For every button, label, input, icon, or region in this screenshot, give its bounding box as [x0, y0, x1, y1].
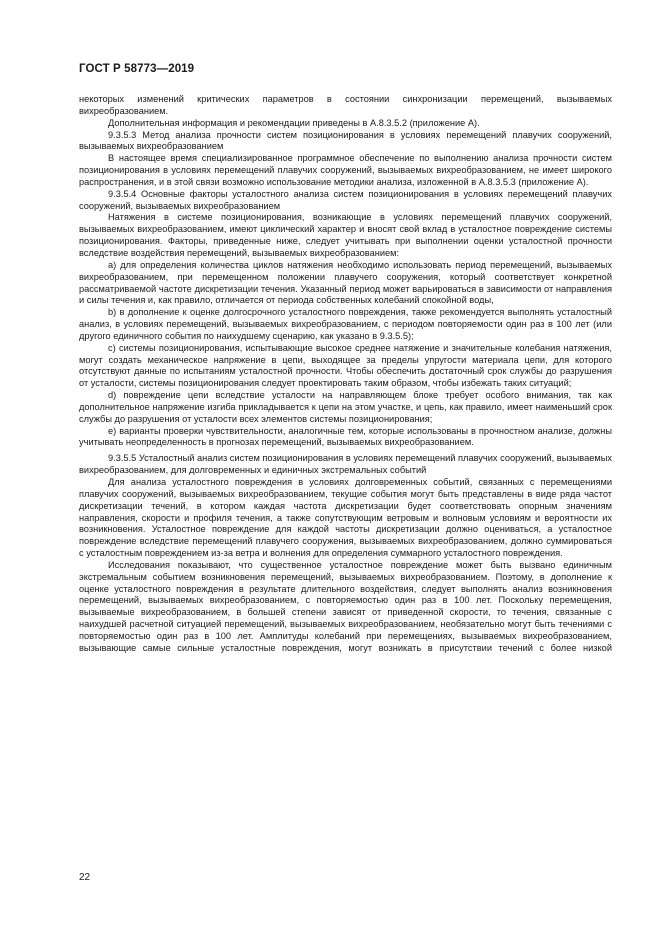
paragraph: Дополнительная информация и рекомендации приведены в А.8.3.5.2 (приложение А).	[108, 117, 480, 128]
list-item: е) варианты проверки чувствительности, аналогичные тем, которые использованы в прочностном анализе, должны учитывать неопределенность в прогнозах перемещений, вызываемых вихреобразованием.	[79, 425, 612, 448]
list-item: а) для определения количества циклов натяжения необходимо использовать период перемещений, вызываемых вихреобразованием, при перемещенном положении плавучего сооружения, который соответствует конкретной рассматриваемой частоте дискретизации течения. Указанный период может варьироваться в зависимости от направления и силы течения и, как правило, отличается от периода собственных колебаний спокойной воды,	[79, 259, 612, 306]
paragraph: некоторых изменений критических параметров в состоянии синхронизации перемещений, вызываемых вихреобразованием.	[79, 94, 612, 116]
section-heading: 9.3.5.4 Основные факторы усталостного анализа систем позиционирования в условиях перемещений плавучих сооружений, вызываемых вихреобразованием	[79, 188, 612, 211]
paragraph: Для анализа усталостного повреждения в условиях долговременных событий, связанных с перемещениями плавучих сооружений, вызываемых вихреобразованием, текущие события могут быть представлены в виде ряда частот дискретизации течений, в котором каждая частота дискретизации будет соответствовать опорным значениям направления, скорости и профиля течения, а также сопутствующим ветровым и волновым условиям и вероятности их возникновения. Усталостное повреждение для каждой частоты дискретизации должно оцениваться, а усталостное повреждение вследствие перемещений плавучего сооружения, вызываемых вихреобразованием, должно суммироваться с усталостным повреждением из-за ветра и волнения для определения суммарного усталостного повреждения.	[79, 477, 612, 559]
page-number: 22	[79, 872, 91, 883]
section-heading: 9.3.5.3 Метод анализа прочности систем позиционирования в условиях перемещений плавучих сооружений, вызываемых вихреобразованием	[79, 129, 612, 152]
paragraph: Исследования показывают, что существенное усталостное повреждение может быть вызвано единичным экстремальным событием возникновения перемещений, вызываемых вихреобразованием. Поэтому, в дополнение к оценке усталостного повреждения в результате длительного воздействия, следует выполнять анализ возникновения перемещений, вызываемых вихреобразованием, с повторяемостью один раз в 100 лет. Поскольку перемещения, вызываемые вихреобразованием, в большей степени зависят от приведенной скорости, то течения, связанные с наихудшей расчетной ситуацией перемещений, вызываемых вихреобразованием, необязательно могут быть течениями с повторяемостью один раз в 100 лет. Амплитуды колебаний при перемещениях, вызываемых вихреобразованием, вызывающие самые сильные усталостные повреждения, могут возникать в присутствии течений с более низкой	[79, 559, 612, 653]
paragraph: Натяжения в системе позиционирования, возникающие в условиях перемещений плавучих сооружений, вызываемых вихреобразованием, имеют циклический характер и вносят свой вклад в усталостное повреждение системы позиционирования. Факторы, приведенные ниже, следует учитывать при выполнении оценки усталостной прочности вследствие воздействия перемещений, вызываемых вихреобразованием:	[79, 212, 612, 258]
section-heading: 9.3.5.5 Усталостный анализ систем позиционирования в условиях перемещений плавучих сооружений, вызываемых вихреобразованием, для долговременных и единичных экстремальных событий	[79, 453, 612, 476]
list-item: b) в дополнение к оценке долгосрочного усталостного повреждения, также рекомендуется выполнять усталостный анализ, в условиях перемещений, вызываемых вихреобразованием, с периодом повторяемости один раз в 100 лет (или другого единичного события по наихудшему сценарию, как указано в 9.3.5.5);	[79, 307, 612, 341]
list-item: c) системы позиционирования, испытывающие высокое среднее натяжение и значительные колебания натяжения, могут создать механическое напряжение в цепи, выходящее за пределы упругости материала цепи, для которого отсутствуют данные по испытаниям усталостной прочности. Чтобы обеспечить достаточный срок службы до разрушения от усталости, системы позиционирования следует проектировать таким образом, чтобы избежать таких ситуаций;	[79, 342, 612, 389]
document-body	[79, 94, 612, 655]
paragraph: В настоящее время специализированное программное обеспечение по выполнению анализа прочности систем позиционирования в условиях перемещений плавучих сооружений, вызываемых вихреобразованием, не имеет широкого распространения, и в этой связи возможно использование методики анализа, изложенной в А.8.3.5.3 (приложение А).	[79, 153, 612, 187]
standard-header: ГОСТ Р 58773—2019	[79, 63, 195, 75]
list-item: d) повреждение цепи вследствие усталости на направляющем блоке требует особого внимания, так как дополнительное напряжение изгиба прикладывается к цепи на этом участке, и цепь, как правило, имеет наименьший срок службы до разрушения от усталости всех элементов системы позиционирования;	[79, 390, 612, 424]
